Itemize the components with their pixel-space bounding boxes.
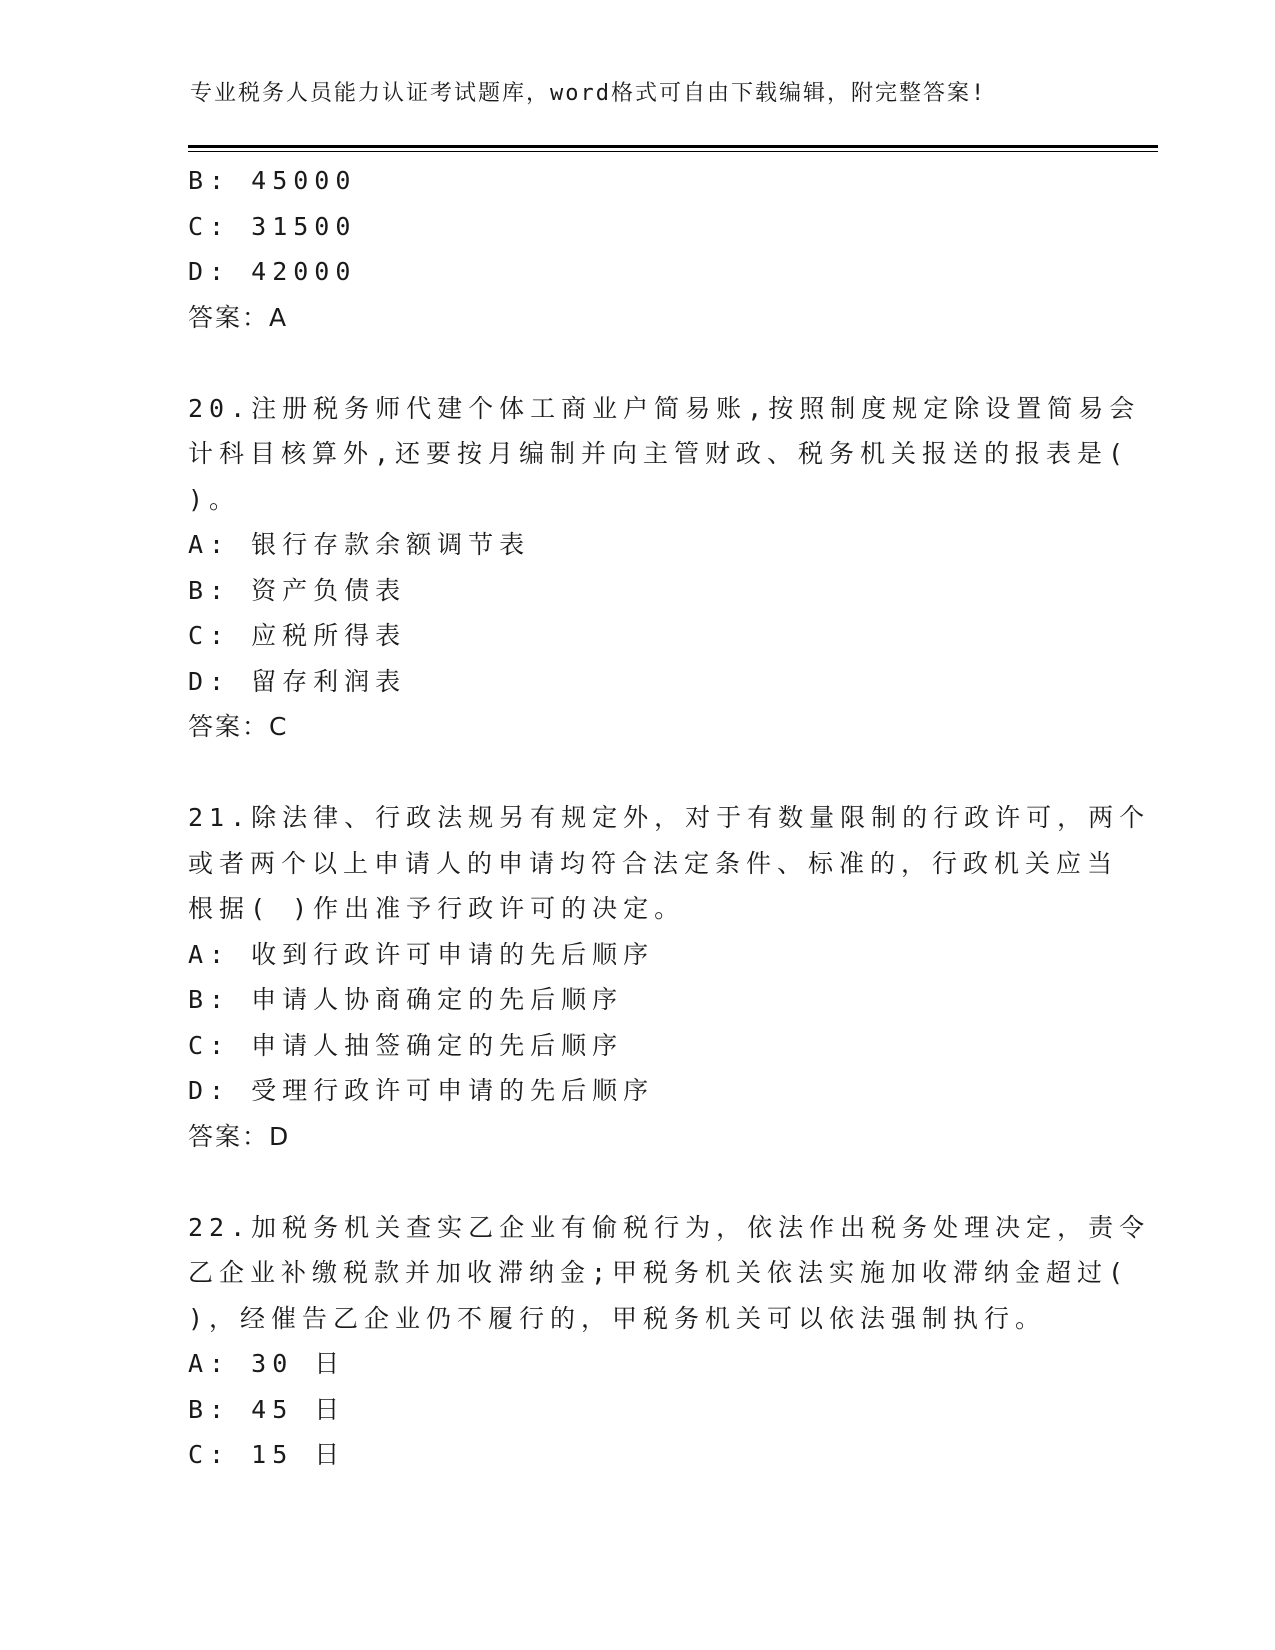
question-stem-line: 乙企业补缴税款并加收滞纳金;甲税务机关依法实施加收滞纳金超过( <box>188 1258 1130 1287</box>
option-a: A: 30 日 <box>188 1349 346 1378</box>
question-list <box>188 158 1151 1478</box>
option-b: B: 45 日 <box>188 1394 346 1424</box>
question-20 <box>188 386 1141 750</box>
option-c: C: 申请人抽签确定的先后顺序 <box>188 1030 624 1060</box>
spacer <box>188 1159 1088 1205</box>
option-b: B: 资产负债表 <box>188 575 407 605</box>
option-c: C: 15 日 <box>188 1440 346 1469</box>
question-stem-line: )。 <box>188 484 241 514</box>
option-c: C: 应税所得表 <box>188 621 407 650</box>
document-header: 专业税务人员能力认证考试题库，word格式可自由下载编辑，附完整答案! <box>190 81 987 106</box>
answer: 答案：C <box>188 712 289 741</box>
answer: 答案：A <box>188 302 289 332</box>
question-stem-line: )，经催告乙企业仍不履行的，甲税务机关可以依法强制执行。 <box>188 1303 1047 1333</box>
option-d: D: 42000 <box>188 257 357 286</box>
option-b: B: 45000 <box>188 166 357 195</box>
question-stem-line: 或者两个以上申请人的申请均符合法定条件、标准的，行政机关应当 <box>188 848 1119 878</box>
option-a: A: 收到行政许可申请的先后顺序 <box>188 939 655 969</box>
option-c: C: 31500 <box>188 211 357 241</box>
question-stem-line: 22.加税务机关查实乙企业有偷税行为，依法作出税务处理决定，责令 <box>188 1212 1151 1242</box>
question-21 <box>188 795 1151 1159</box>
header-rule-thick <box>188 145 1158 148</box>
header-rule-thin <box>188 151 1158 152</box>
spacer <box>188 750 1088 796</box>
question-stem-line: 20.注册税务师代建个体工商业户简易账,按照制度规定除设置简易会 <box>188 393 1141 423</box>
question-stem-line: 根据( )作出准予行政许可的决定。 <box>188 894 686 923</box>
option-d: D: 留存利润表 <box>188 666 407 696</box>
option-b: B: 申请人协商确定的先后顺序 <box>188 985 624 1014</box>
question-stem-line: 21.除法律、行政法规另有规定外，对于有数量限制的行政许可，两个 <box>188 803 1151 832</box>
option-a: A: 银行存款余额调节表 <box>188 530 531 559</box>
question-19-tail <box>188 158 1088 340</box>
answer: 答案：D <box>188 1121 291 1151</box>
question-22 <box>188 1205 1151 1478</box>
spacer <box>188 340 1088 386</box>
question-stem-line: 计科目核算外,还要按月编制并向主管财政、税务机关报送的报表是( <box>188 439 1130 468</box>
option-d: D: 受理行政许可申请的先后顺序 <box>188 1076 655 1105</box>
